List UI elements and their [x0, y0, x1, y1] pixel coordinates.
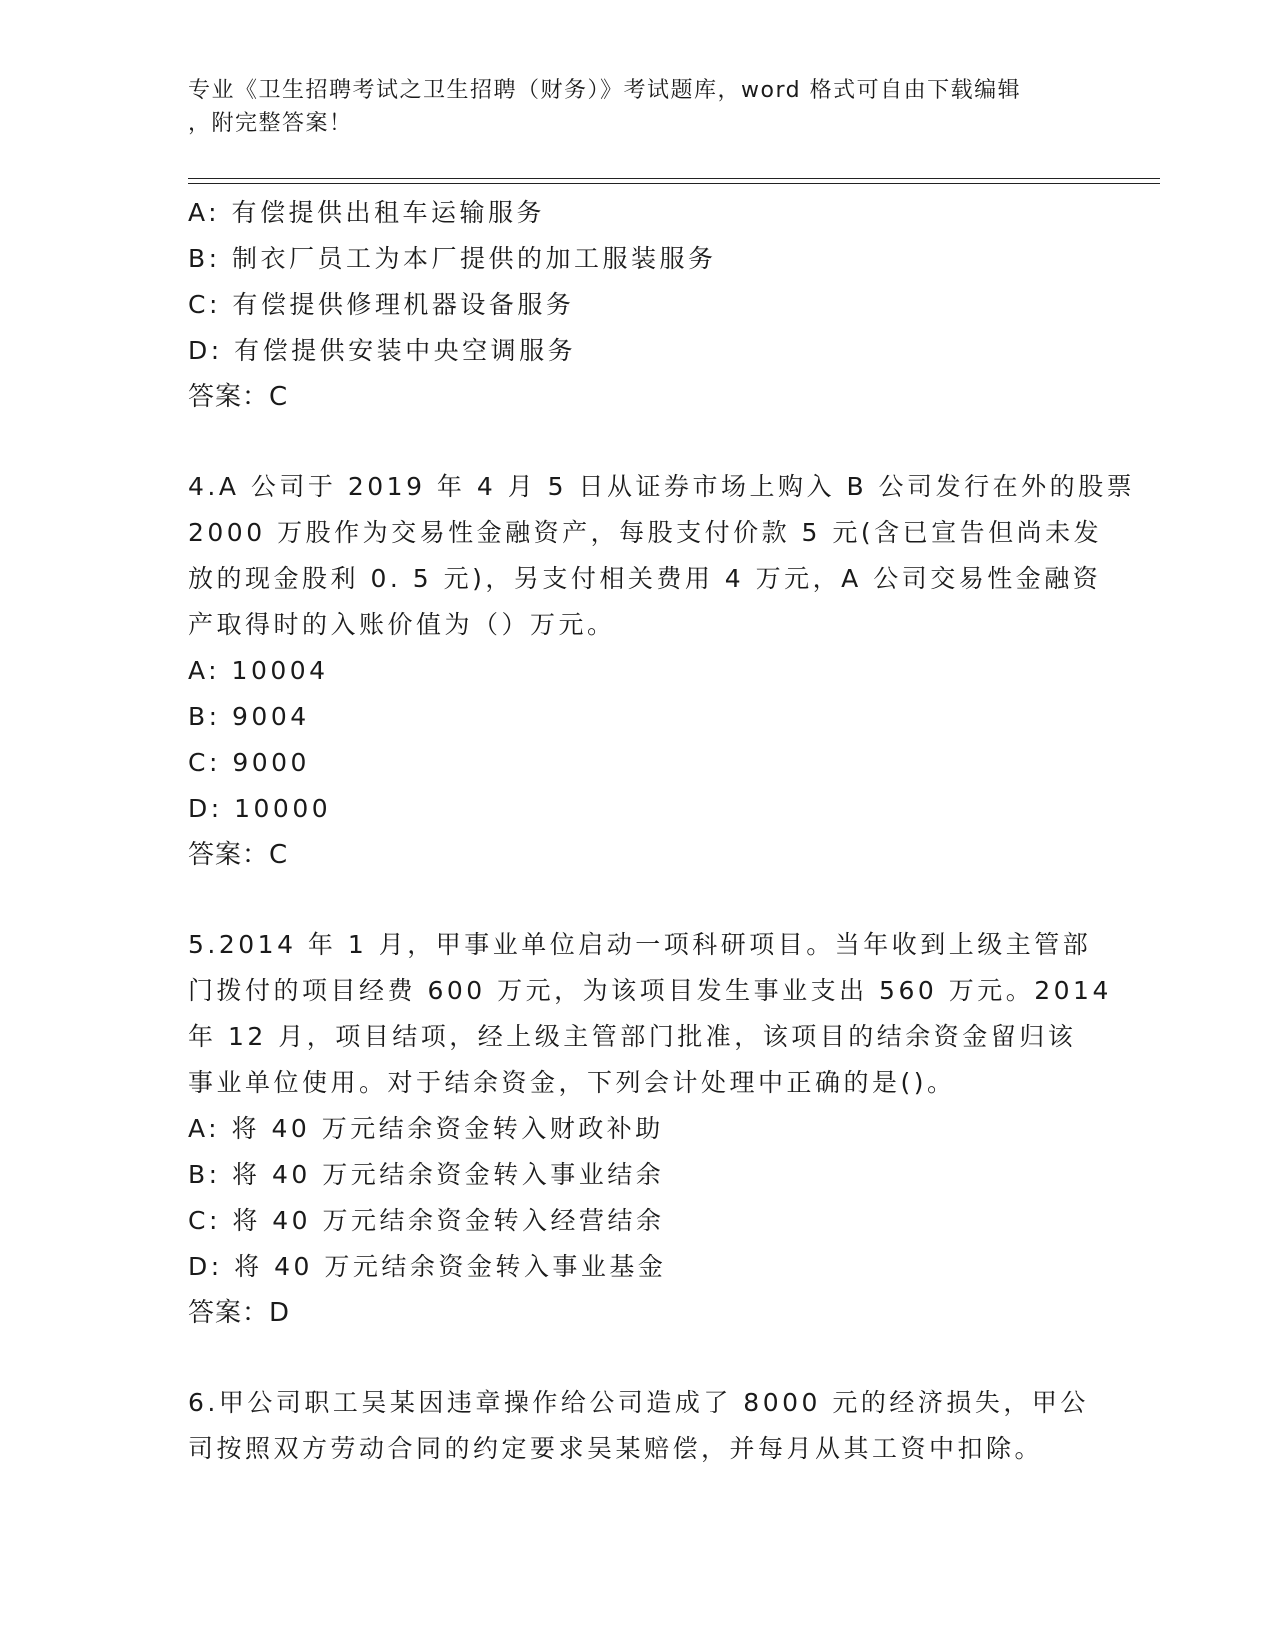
option-d: D: 将 40 万元结余资金转入事业基金 — [188, 1252, 667, 1281]
spacer — [188, 1336, 1088, 1380]
question-stem-line: 产取得时的入账价值为（）万元。 — [188, 610, 616, 639]
question-stem-line: 放的现金股利 0. 5 元)，另支付相关费用 4 万元，A 公司交易性金融资 — [188, 564, 1102, 593]
question-stem-line: 4.A 公司于 2019 年 4 月 5 日从证券市场上购入 B 公司发行在外的股票 — [188, 472, 1136, 501]
option-c: C: 有偿提供修理机器设备服务 — [188, 290, 575, 319]
question-3 — [188, 190, 1088, 420]
option-d: D: 10000 — [188, 794, 332, 823]
option-b: B: 将 40 万元结余资金转入事业结余 — [188, 1160, 665, 1189]
option-c: C: 9000 — [188, 748, 310, 777]
header-rule-bottom — [188, 183, 1160, 184]
header-line-2: ，附完整答案！ — [188, 111, 353, 136]
question-stem-line: 门拨付的项目经费 600 万元，为该项目发生事业支出 560 万元。2014 — [188, 976, 1112, 1005]
header-rule-top — [188, 178, 1160, 179]
spacer — [188, 878, 1088, 922]
option-b: B: 制衣厂员工为本厂提供的加工服装服务 — [188, 244, 717, 273]
answer: 答案：C — [188, 382, 289, 412]
answer: 答案：C — [188, 840, 289, 870]
question-stem-line: 司按照双方劳动合同的约定要求吴某赔偿，并每月从其工资中扣除。 — [188, 1434, 1044, 1463]
question-4 — [188, 464, 1136, 878]
question-6 — [188, 1380, 1088, 1472]
header-line-1: 专业《卫生招聘考试之卫生招聘（财务）》考试题库，word 格式可自由下载编辑 — [188, 78, 1022, 103]
option-d: D: 有偿提供安装中央空调服务 — [188, 336, 577, 365]
question-stem-line: 事业单位使用。对于结余资金，下列会计处理中正确的是()。 — [188, 1068, 956, 1097]
question-stem-line: 年 12 月，项目结项，经上级主管部门批准，该项目的结余资金留归该 — [188, 1022, 1077, 1051]
page-header — [188, 74, 1088, 140]
question-5 — [188, 922, 1112, 1336]
spacer — [188, 420, 1088, 464]
question-stem-line: 2000 万股作为交易性金融资产，每股支付价款 5 元(含已宣告但尚未发 — [188, 518, 1103, 547]
option-b: B: 9004 — [188, 702, 310, 731]
question-stem-line: 5.2014 年 1 月，甲事业单位启动一项科研项目。当年收到上级主管部 — [188, 930, 1092, 959]
option-a: A: 将 40 万元结余资金转入财政补助 — [188, 1114, 664, 1143]
option-a: A: 有偿提供出租车运输服务 — [188, 198, 546, 227]
option-a: A: 10004 — [188, 656, 329, 685]
option-c: C: 将 40 万元结余资金转入经营结余 — [188, 1206, 665, 1235]
question-list — [188, 190, 1136, 1472]
question-stem-line: 6.甲公司职工吴某因违章操作给公司造成了 8000 元的经济损失，甲公 — [188, 1388, 1089, 1417]
answer: 答案：D — [188, 1298, 291, 1328]
